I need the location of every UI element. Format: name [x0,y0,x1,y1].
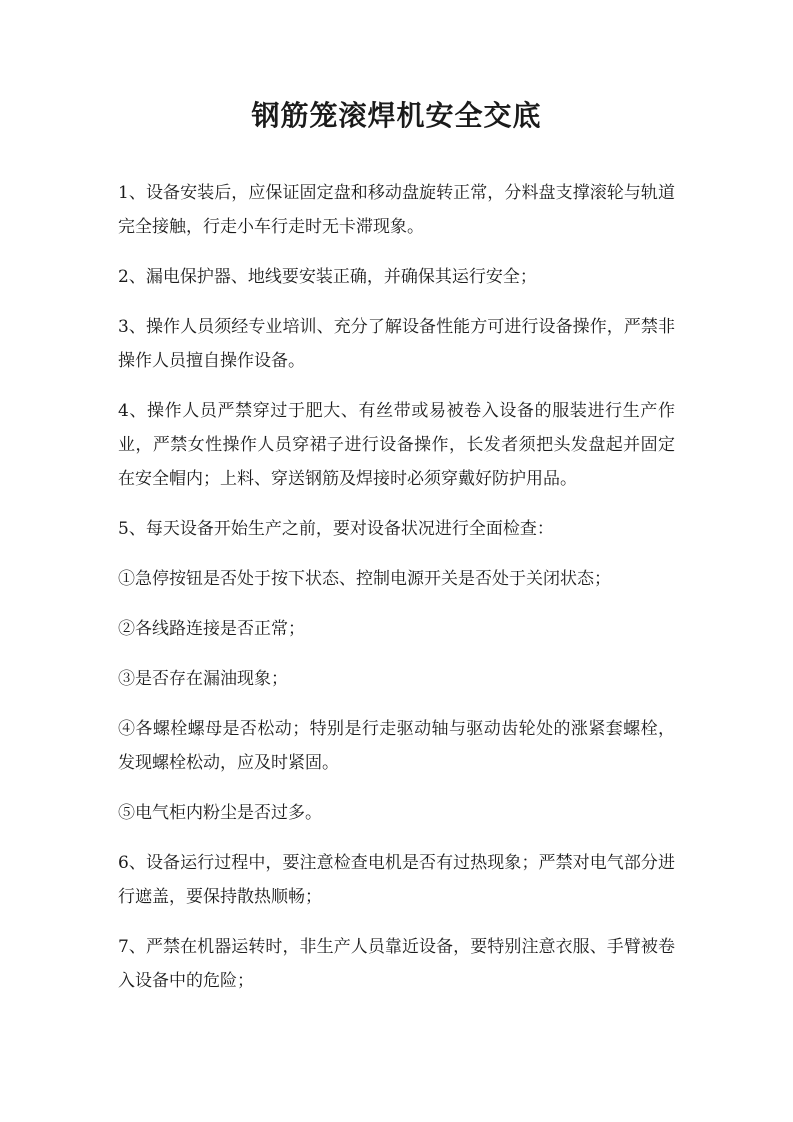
paragraph-5-item-2: ②各线路连接是否正常； [118,619,305,639]
paragraph-4: 4、操作人员严禁穿过于肥大、有丝带或易被卷入设备的服装进行生产作业，严禁女性操作人员穿裙子进行设备操作，长发者须把头发盘起并固定在安全帽内；上料、穿送钢筋及焊接时必须穿戴好防护用品。 [118,401,675,489]
paragraph-3: 3、操作人员须经专业培训、充分了解设备性能方可进行设备操作，严禁非操作人员擅自操作设备。 [118,317,675,371]
paragraph-5-item-4: ④各螺栓螺母是否松动；特别是行走驱动轴与驱动齿轮处的涨紧套螺栓，发现螺栓松动，应及时紧固。 [118,719,675,773]
paragraph-5-item-1: ①急停按钮是否处于按下状态、控制电源开关是否处于关闭状态； [118,569,611,589]
paragraph-5-item-3: ③是否存在漏油现象； [118,669,288,689]
paragraph-5: 5、每天设备开始生产之前，要对设备状况进行全面检查： [118,519,554,539]
paragraph-6: 6、设备运行过程中，要注意检查电机是否有过热现象；严禁对电气部分进行遮盖，要保持散热顺畅； [118,853,675,907]
page-title: 钢筋笼滚焊机安全交底 [251,99,542,132]
paragraph-5-item-5: ⑤电气柜内粉尘是否过多。 [118,803,322,823]
paragraph-1: 1、设备安装后，应保证固定盘和移动盘旋转正常，分料盘支撑滚轮与轨道完全接触，行走小车行走时无卡滞现象。 [118,183,675,237]
paragraph-7: 7、严禁在机器运转时，非生产人员靠近设备，要特别注意衣服、手臂被卷入设备中的危险； [118,937,675,991]
paragraph-2: 2、漏电保护器、地线要安装正确，并确保其运行安全； [118,267,537,287]
